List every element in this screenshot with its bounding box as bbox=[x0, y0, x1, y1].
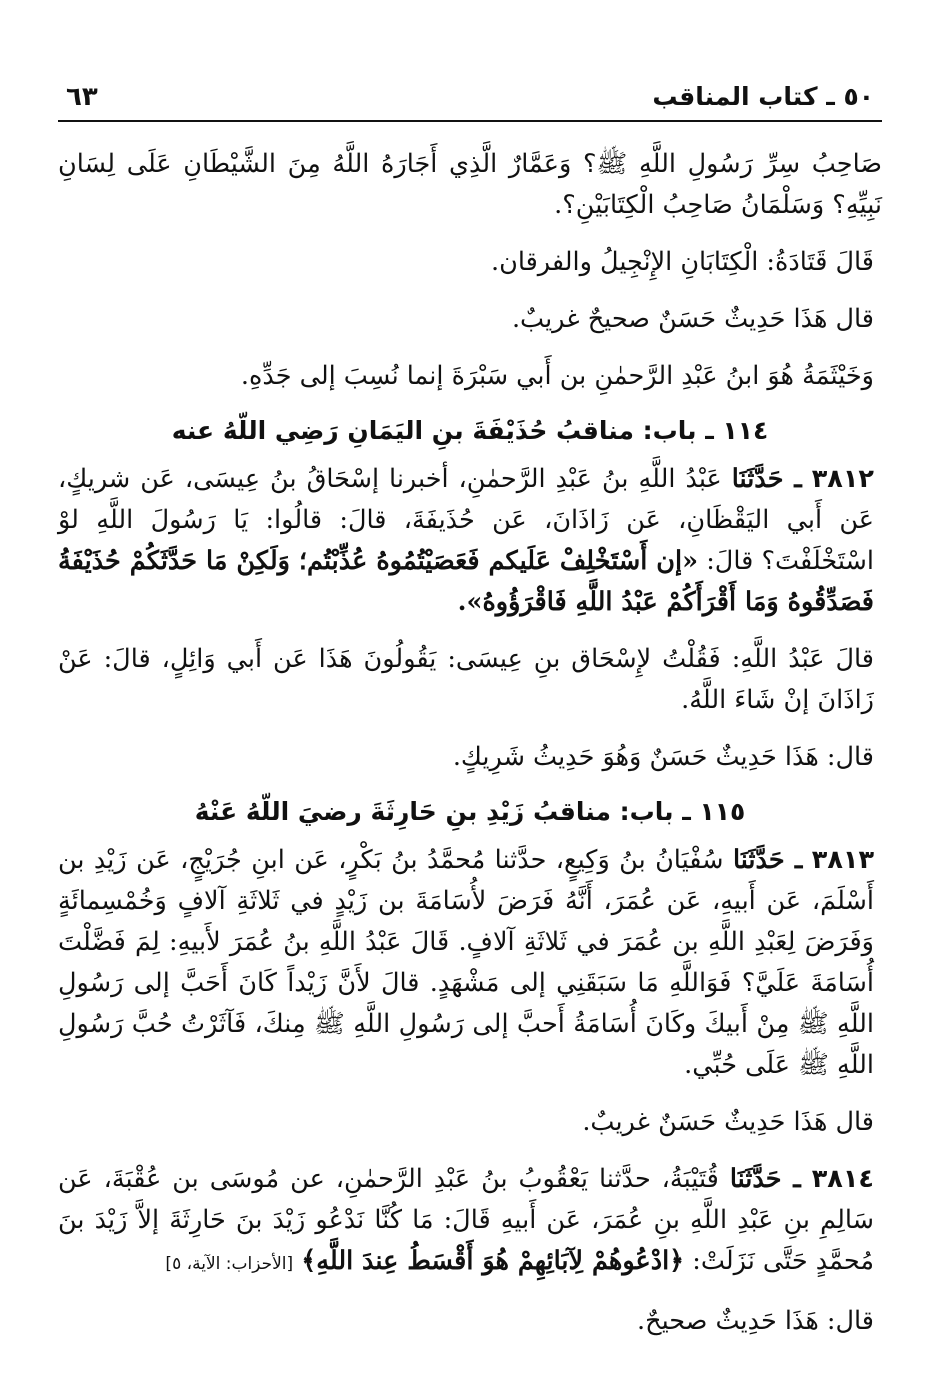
paragraph-grading-3: قال هَذَا حَدِيثٌ حَسَنٌ غريبٌ. bbox=[582, 1107, 874, 1137]
paragraph-continuation: صَاحِبُ سِرِّ رَسُولِ اللَّهِ ﷺ؟ وَعَمَّارٌ الَّذِي أَجَارَهُ اللَّهُ مِنَ الشَّيْطَانِ عَلَى لِسَانِ نَبِيِّهِ؟ وَسَلْمَانُ صَاحِبُ الْكِتَابَيْنِ؟. bbox=[58, 149, 882, 220]
hadith-lead: ـ حَدَّثَنَا bbox=[729, 1164, 801, 1194]
hadith-3813 bbox=[58, 840, 882, 1086]
hadith-lead: ـ حَدَّثَنَا bbox=[732, 845, 803, 875]
chapter-heading-114: ١١٤ ـ باب: مناقبُ حُذَيْفَةَ بنِ اليَمَانِ رَضِي اللّهُ عنه bbox=[171, 416, 769, 445]
hadith-3812 bbox=[58, 459, 882, 623]
quran-verse: ﴿ادْعُوهُمْ لِآبَائِهِمْ هُوَ أَقْسَطُ عِندَ اللَّهِ﴾ bbox=[301, 1246, 685, 1276]
paragraph-qatada: قَالَ قَتَادَةُ: الْكِتَابَانِ الإِنْجِيلُ والفرقان. bbox=[491, 247, 874, 277]
hadith-3814 bbox=[58, 1159, 882, 1285]
hadith-number: ٣٨١٣ bbox=[811, 845, 875, 875]
chapter-heading-115: ١١٥ ـ باب: مناقبُ زَيْدِ بنِ حَارِثَةَ رضيَ اللّهُ عَنْهُ bbox=[194, 797, 746, 826]
paragraph-abdullah-note: قالَ عَبْدُ اللَّهِ: فَقُلْتُ لإِسْحَاق بنِ عِيسَى: يَقُولُونَ هَذَا عَن أَبي وَائِلٍ، قالَ: عَنْ زَاذَانَ إنْ شَاءَ اللَّهُ. bbox=[58, 644, 874, 715]
hadith-lead: ـ حَدَّثَنَا bbox=[731, 464, 802, 494]
paragraph-grading-1: قال هَذَا حَدِيثٌ حَسَنٌ صحيحٌ غريبٌ. bbox=[511, 304, 874, 334]
hadith-text: قُتَيْبَةُ، حدَّثنا يَعْقُوبُ بنُ عَبْدِ الرَّحمٰنِ، عن مُوسَى بن عُقْبَةَ، عَن سَالِمِ بنِ عَبْدِ اللَّهِ بنِ عُمَرَ، عَن أَبيهِ قَالَ: مَا كُنَّا نَدْعُو زَيْدَ بنَ حَارِثَةَ إلاَّ زَيْدَ بنَ مُحمَّدٍ حَتَّى نَزَلَتْ: bbox=[58, 1164, 874, 1276]
paragraph-khaythama: وَخَيْثَمَةُ هُوَ ابنُ عَبْدِ الرَّحمٰنِ بن أَبي سَبْرَةَ إنما نُسِبَ إلى جَدِّهِ. bbox=[240, 361, 874, 391]
header-rule bbox=[58, 120, 882, 122]
hadith-text: سُفْيَانُ بنُ وَكِيعٍ، حدَّثنا مُحمَّدُ بنُ بَكْرٍ، عَن ابنِ جُرَيْجٍ، عَن زَيْدِ بن أَسْلَمَ، عَن أَبيهِ، عَن عُمَرَ، أَنَّهُ فَرَضَ لأُسَامَةَ بن زَيْدٍ في ثَلاثَةِ آلافٍ وَخُمْسِمائَةٍ وَفَرَضَ لِعَبْدِ اللَّهِ بن عُمَرَ في ثَلاثَةِ آلافٍ. قَالَ عَبْدُ اللَّهِ بنُ عُمَرَ لأَبيهِ: لِمَ فَضَّلْتَ أُسَامَةَ عَلَيَّ؟ فَوَاللَّهِ مَا سَبَقَنِي إلى مَشْهَدٍ. قالَ لأَنَّ زَيْداً كَانَ أَحَبَّ إلى رَسُولِ اللَّهِ ﷺ مِنْ أَبيكَ وكَانَ أُسَامَةُ أَحبَّ إلى رَسُولِ اللَّهِ ﷺ مِنكَ، فَآثَرْتُ حُبَّ رَسُولِ اللَّهِ ﷺ عَلَى حُبِّي. bbox=[58, 845, 874, 1080]
hadith-number: ٣٨١٤ bbox=[811, 1164, 874, 1194]
page-number: ٦٣ bbox=[66, 82, 98, 112]
page-body bbox=[58, 144, 882, 1342]
hadith-text: عَبْدُ اللَّهِ بنُ عَبْدِ الرَّحمٰنِ، أخبرنا إسْحَاقُ بنُ عِيسَى، عَن شريكٍ، عَن أَبي اليَقْظَانِ، عَن زَاذَانَ، عَن حُذَيفَةَ، قالَ: قالُوا: يَا رَسُولَ اللَّهِ لوْ اسْتَخْلَفْتَ؟ قالَ: bbox=[58, 464, 874, 576]
verse-reference: [الأحزاب: الآية، ٥] bbox=[165, 1254, 294, 1274]
running-header bbox=[58, 82, 882, 120]
paragraph-grading-2: قال: هَذَا حَدِيثٌ حَسَنٌ وَهُوَ حَدِيثُ شَرِيكٍ. bbox=[452, 742, 874, 772]
hadith-number: ٣٨١٢ bbox=[811, 464, 874, 494]
chapter-title: ٥٠ ـ كتاب المناقب bbox=[652, 82, 874, 111]
hadith-matn: «إن أَسْتَخْلِفْ عَلَيكم فَعَصَيْتُمُوهُ عُذِّبْتُم؛ وَلَكِنْ مَا حَدَّثَكُمْ حُذَيْفَةُ فَصَدِّقُوهُ وَمَا أَقْرَأَكُمْ عَبْدُ اللَّهِ فَاقْرَؤُوهُ». bbox=[58, 546, 874, 617]
paragraph-grading-4: قال: هَذَا حَدِيثٌ صحيحٌ. bbox=[637, 1306, 874, 1336]
